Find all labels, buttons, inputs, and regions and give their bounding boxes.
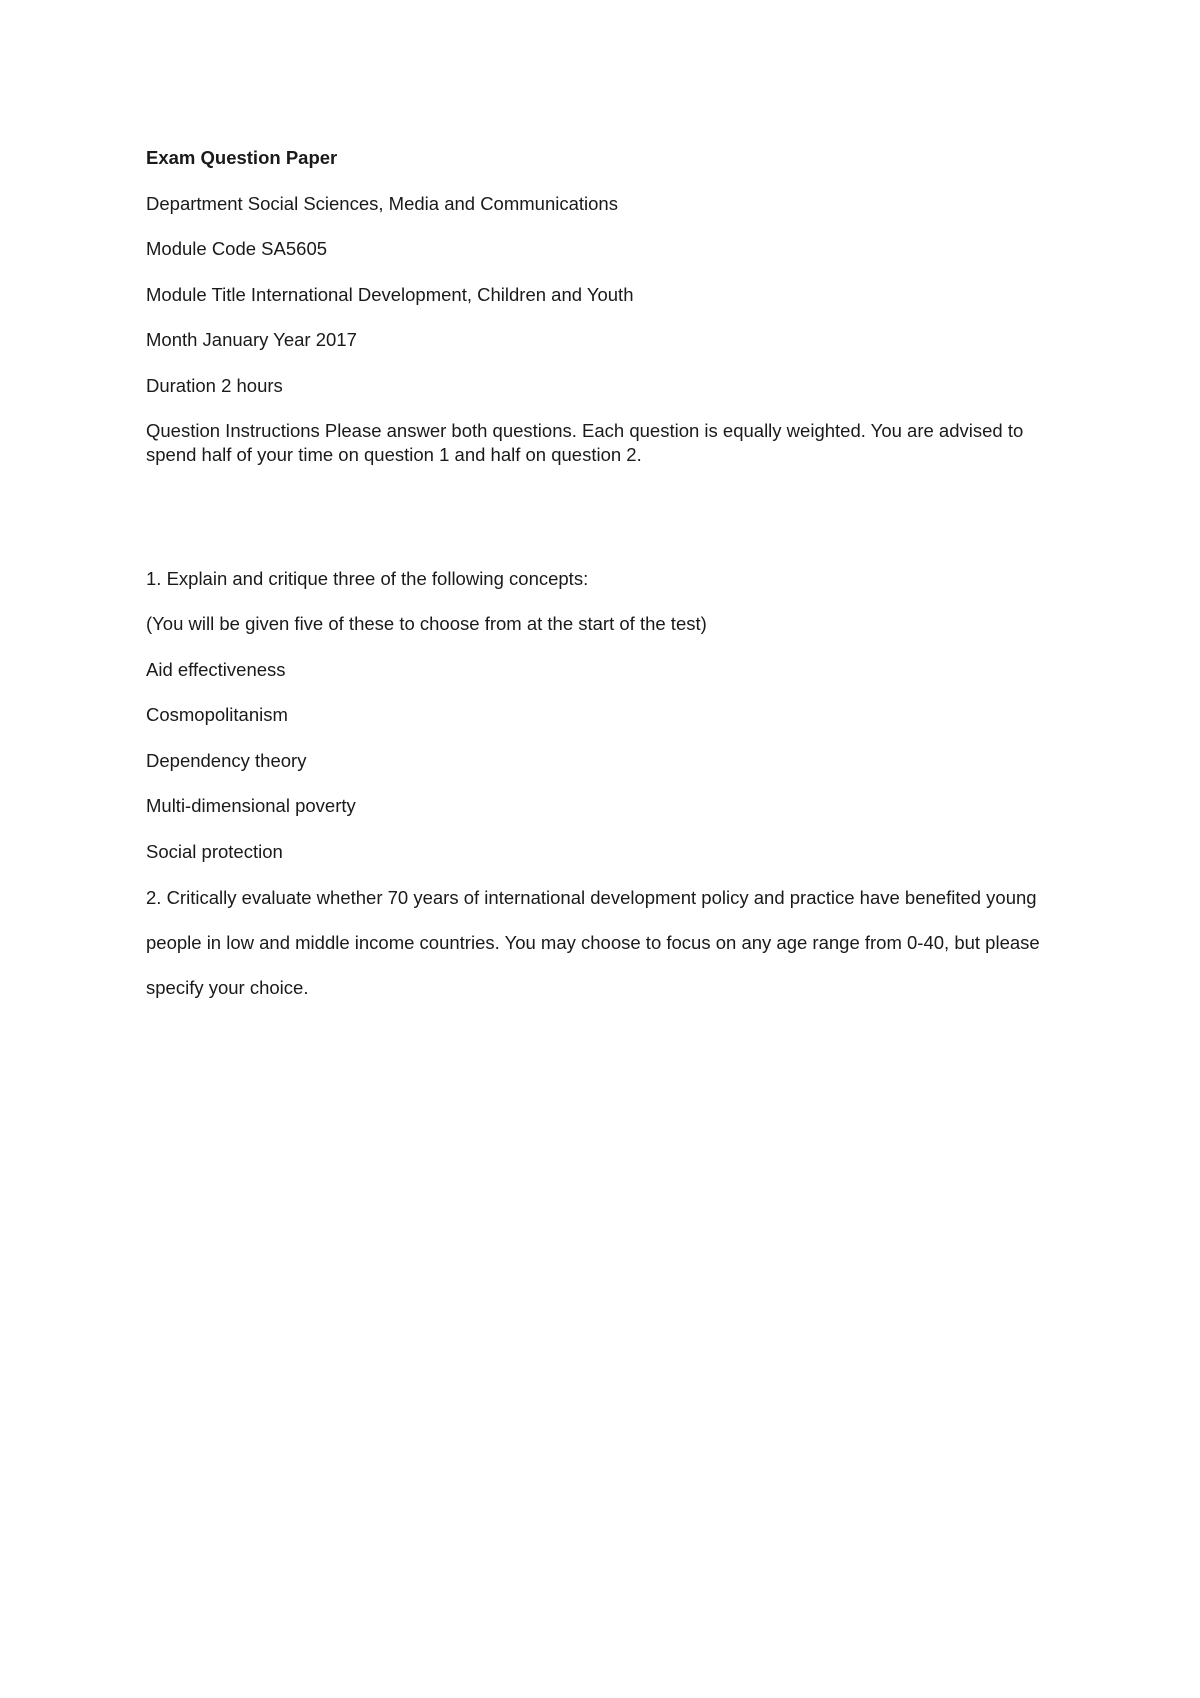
question-1-note: (You will be given five of these to choose from at the start of the test): [146, 613, 707, 634]
duration-line: Duration 2 hours: [146, 374, 283, 396]
concept-item: Multi-dimensional poverty: [146, 795, 356, 816]
question-1-prompt: 1. Explain and critique three of the following concepts:: [146, 567, 589, 589]
concept-item: Dependency theory: [146, 749, 307, 771]
question-instructions: Question Instructions Please answer both questions. Each question is equally weighted. You are advised to spend half of your time on question 1 and half on question 2.: [146, 420, 1024, 465]
department-line: Department Social Sciences, Media and Communications: [146, 192, 618, 214]
concept-item: Aid effectiveness: [146, 658, 286, 680]
question-2-text: 2. Critically evaluate whether 70 years of international development policy and practice have benefited young people in low and middle income countries. You may choose to focus on any age range from 0-40, but please specify your choice.: [146, 887, 1040, 998]
document-title: Exam Question Paper: [146, 147, 338, 168]
section-spacer: [146, 489, 1046, 567]
month-year-line: Month January Year 2017: [146, 329, 357, 350]
document-body: [146, 146, 1046, 1032]
concept-item: Social protection: [146, 840, 283, 862]
module-code-line: Module Code SA5605: [146, 238, 328, 259]
concept-item: Cosmopolitanism: [146, 704, 288, 725]
module-title-line: Module Title International Development, Children and Youth: [146, 283, 634, 305]
